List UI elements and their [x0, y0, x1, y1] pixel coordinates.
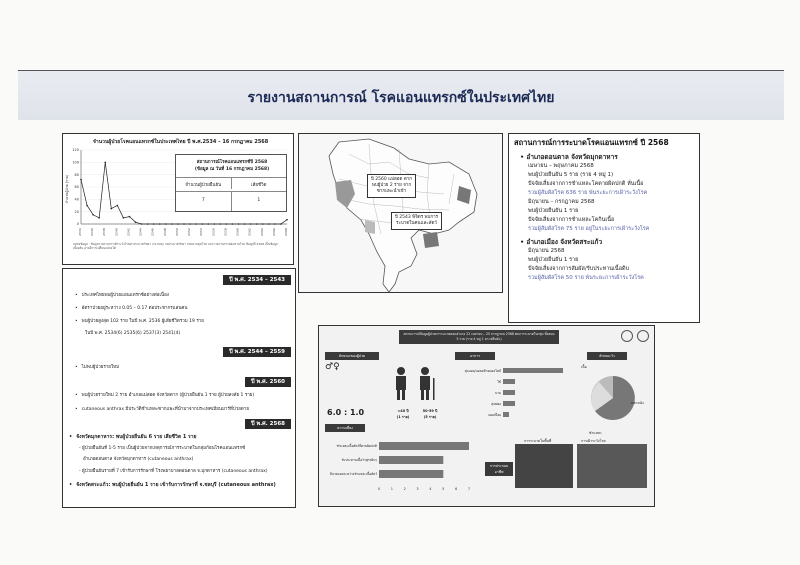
risk-axis-tick: 1: [390, 487, 393, 491]
risk-axis-tick: 4: [429, 487, 432, 491]
summary-table: [175, 154, 287, 212]
infographic-panel: [318, 325, 655, 507]
era-4-item: อำเภอดอนตาล จังหวัดมุกดาหาร (cutaneous anthrax): [83, 457, 194, 462]
risk-axis-tick: 5: [442, 487, 445, 491]
age-group-1: [391, 408, 415, 420]
symptom-bar: [503, 412, 509, 417]
y-axis-label: จำนวนผู้ป่วย (ราย): [65, 174, 69, 204]
district-1-name: อำเภอดอนตาล จังหวัดมุกดาหาร: [526, 153, 618, 161]
cases-chart-panel: [62, 133, 294, 265]
y-tick-label: 40: [74, 197, 79, 202]
pie-label-3: ชำแหละ: [589, 431, 602, 435]
d2-line: รวมผู้สัมผัสโรค 50 ราย พ้นระยะการเฝ้าระวังโรค: [528, 275, 644, 281]
val-deaths: 1: [257, 198, 261, 203]
risk-label: รับประทานเนื้อวัวสุกๆดิบๆ: [341, 458, 377, 462]
x-tick-label: 2560: [235, 228, 240, 236]
x-tick-label: 2566: [271, 228, 276, 236]
symptom-bar: [503, 368, 563, 373]
photo-caption-2: การเฝ้าระวังโรค: [581, 439, 606, 443]
symptom-bar: [503, 390, 515, 395]
risk-axis-tick: 6: [455, 487, 458, 491]
tag-patient-characteristics: ลักษณะของผู้ป่วย: [325, 352, 379, 360]
era-1-item: ในปี พ.ศ. 2534(6) 2535(6) 2537(3) 2541(4): [85, 331, 181, 336]
data-point: [159, 223, 161, 225]
district-2-name: อำเภอเมือง จังหวัดสระแก้ว: [526, 238, 603, 246]
x-tick-label: 2562: [247, 228, 252, 236]
d1-line: มิถุนายน – กรกฎาคม 2568: [528, 199, 595, 205]
x-tick-label: 2556: [211, 228, 216, 236]
history-panel: [62, 268, 296, 508]
ministry-logo-icon: [621, 330, 633, 342]
data-point: [147, 223, 149, 225]
x-tick-label: 2550: [174, 228, 179, 236]
era-1-item: • พบผู้ป่วยสูงสุด 102 ราย ในปี พ.ศ. 2536 ผู้เสียชีวิตรวม 19 ราย: [75, 319, 204, 325]
risk-axis-tick: 0: [377, 487, 381, 491]
x-tick-label: 2546: [150, 228, 155, 236]
era-4-label: ปี พ.ศ. 2568: [245, 419, 291, 429]
info-banner: สถานการณ์ข้อมูลผู้ป่วยการระบาดตอนอำเภอ 22 เมษายน – 25 กรกฎาคม 2568 พบการระบาดในกลุ่ม ทั้งหมด 5 ราย (ราย 4 หมู่ 1 ตรวจยืนยัน): [399, 330, 559, 344]
x-tick-label: 2552: [187, 228, 192, 236]
data-point: [226, 223, 228, 225]
d1-line: เมษายน – พฤษภาคม 2568: [528, 163, 594, 169]
callout-tak-line1: ปี 2560 แม่สอด ตาก: [371, 177, 413, 182]
surveillance-photo: [577, 444, 647, 488]
summary-table-title: สถานการณ์โรคแอนแทรกซ์ปี 2568: [196, 160, 268, 165]
x-tick-label: 2534: [78, 228, 82, 236]
age-group-2: [417, 408, 443, 420]
data-point: [117, 205, 119, 207]
data-point: [280, 223, 282, 225]
data-point: [86, 205, 88, 207]
d1-line: ปัจจัยเสี่ยงจากการชำแหละโคตายผิดปกติ หั่นเนื้อ: [528, 181, 644, 187]
era-3-item: • พบผู้ป่วยรายใหม่ 2 ราย อำเภอแม่สอด จังหวัดตาก (ผู้ป่วยยืนยัน 1 ราย ผู้ป่วยสงสัย 1 ราย): [75, 393, 254, 399]
data-point: [268, 223, 270, 225]
era-4-item: • จังหวัดมุกดาหาร: พบผู้ป่วยยืนยัน 6 ราย เสียชีวิต 1 ราย: [69, 434, 196, 440]
col-patients: จำนวนผู้ป่วยยืนยัน: [176, 178, 232, 189]
photo-caption-1: การระบาดในพื้นที่: [524, 439, 552, 443]
map-highlight-sakaeo: [423, 232, 439, 248]
symptom-label: ตุ่มพอง: [491, 402, 501, 406]
x-tick-label: 2536: [90, 228, 95, 236]
x-tick-label: 2544: [138, 228, 143, 236]
situation-panel: [508, 133, 700, 323]
district-2-heading: • อำเภอเมือง จังหวัดสระแก้ว: [520, 238, 603, 246]
risk-axis-tick: 2: [403, 487, 406, 491]
x-tick-label: 2538: [102, 228, 107, 236]
era-4-item: - ผู้ป่วยยืนยันที่ 1-5 ราย เป็นผู้ป่วยจากเหตุการณ์การระบาดในกลุ่มก้อนโรคแอนแทรกซ์: [79, 446, 246, 451]
data-point: [123, 217, 125, 219]
risk-bar: [379, 456, 443, 464]
era-1-label: ปี พ.ศ. 2534 – 2543: [223, 275, 291, 285]
callout-phichit-line1: ปี 2543 พิจิตร พบการ: [395, 215, 439, 220]
map-highlight-west: [365, 220, 375, 234]
data-point: [207, 223, 209, 225]
data-point: [98, 217, 100, 219]
data-point: [110, 208, 112, 210]
risk-axis-tick: 3: [416, 487, 419, 491]
data-point: [262, 223, 264, 225]
x-tick-label: 2548: [162, 228, 167, 236]
data-point: [153, 223, 155, 225]
page-title: รายงานสถานการณ์ โรคแอนแทรกซ์ในประเทศไทย: [247, 90, 555, 106]
era-2-label: ปี พ.ศ. 2544 – 2559: [223, 347, 291, 357]
d1-line: พบผู้ป่วยยืนยัน 1 ราย: [528, 208, 579, 214]
data-point: [195, 223, 197, 225]
y-tick-label: 100: [72, 160, 79, 165]
data-point: [129, 216, 131, 218]
person-elder-icon: [420, 367, 435, 400]
x-tick-label: 2568: [284, 228, 288, 236]
data-point: [256, 223, 258, 225]
d2-line: มิถุนายน 2568: [528, 248, 565, 254]
data-point: [238, 223, 240, 225]
data-point: [189, 223, 191, 225]
d2-line: พบผู้ป่วยยืนยัน 1 ราย: [528, 257, 579, 263]
data-point: [104, 162, 106, 164]
data-point: [92, 214, 94, 216]
data-point: [80, 179, 82, 181]
data-point: [250, 223, 252, 225]
val-patients: 7: [176, 192, 232, 211]
risk-bar: [379, 470, 443, 478]
chart-source-note: แหล่งข้อมูล : ข้อมูลรายงานการเฝ้าระวังโรคทางระบาดวิทยา (รง.506) กองระบาดวิทยา กรมควบคุมโรค และรายงานการสอบสวนโรค ข้อมูลปี 2568 เป็นข้อมูลเบื้องต้น อาจมีการเปลี่ยนแปลงได้: [73, 242, 278, 250]
ddc-logo-icon: [637, 330, 649, 342]
data-point: [286, 219, 288, 221]
data-point: [220, 223, 222, 225]
data-point: [201, 223, 203, 225]
x-tick-label: 2542: [126, 228, 131, 236]
age-group-2-label: 50-59 ปี: [422, 409, 438, 413]
data-point: [141, 223, 143, 225]
y-tick-label: 0: [76, 222, 79, 227]
district-1-heading: • อำเภอดอนตาล จังหวัดมุกดาหาร: [520, 153, 618, 161]
outbreak-photo: [515, 444, 573, 488]
summary-table-header-row: [176, 177, 286, 189]
symptom-bar-chart: [449, 364, 569, 424]
person-young-icon: [396, 367, 406, 400]
data-point: [213, 223, 215, 225]
d2-line: ปัจจัยเสี่ยงจากการสัมผัส/รับประทานเนื้อดิบ: [528, 266, 630, 272]
data-point: [171, 223, 173, 225]
tag-animal-type: ลักษณะวัว: [587, 352, 627, 360]
summary-table-date: (ข้อมูล ณ วันที่ 16 กรกฎาคม 2568): [194, 167, 270, 172]
age-group-1-label: <40 ปี: [397, 409, 409, 413]
situation-heading: สถานการณ์การระบาดโรคแอนแทรกซ์ ปี 2568: [514, 138, 669, 147]
thailand-map-panel: [298, 133, 503, 293]
male-female-icon: ♂♀: [325, 362, 340, 372]
y-tick-label: 60: [74, 185, 79, 190]
y-tick-label: 20: [74, 209, 79, 214]
x-tick-label: 2540: [114, 228, 119, 236]
era-1-item: • ประเทศไทยพบผู้ป่วยแอนแทรกซ์อย่างต่อเนื่อง: [75, 293, 169, 299]
callout-tak: [367, 174, 416, 198]
risk-label: ชำแหละเนื้อสัตว์ที่ตายผิดปกติ: [336, 444, 377, 448]
symptom-bar: [503, 379, 515, 384]
age-person-icons: [391, 366, 439, 406]
data-point: [244, 223, 246, 225]
x-tick-label: 2554: [199, 228, 204, 236]
era-3-item: • cutaneous anthrax มีประวัติชำแหละซากแพะที่นำมาจากประเทศเมียนมาร์ที่ป่วยตาย: [75, 407, 249, 413]
callout-tak-line2: พบผู้ป่วย 2 ราย จาก: [371, 183, 412, 188]
tag-occupation: การประกอบอาชีพ: [485, 462, 513, 476]
symptom-label: ตุ่มแผล/แผลคล้ายแผลไหม้: [464, 369, 501, 373]
pie-label-2: ถลกหนัง: [631, 401, 644, 405]
pie-label-1: เนื้อ: [581, 365, 587, 369]
age-group-1-count: (1 ราย): [396, 415, 410, 419]
summary-table-heading: [180, 159, 284, 173]
age-group-2-count: (5 ราย): [423, 415, 437, 419]
era-3-label: ปี พ.ศ. 2560: [245, 377, 291, 387]
data-point: [183, 223, 185, 225]
callout-phichit: [391, 212, 442, 230]
callout-phichit-line2: ระบาดในคนและสัตว์: [396, 221, 437, 226]
symptom-bar: [503, 401, 515, 406]
d1-line: พบผู้ป่วยยืนยัน 5 ราย (ราย 4 หมู่ 1): [528, 172, 614, 178]
symptom-label: แผลเปื่อย: [488, 413, 501, 417]
risk-bar-chart: [321, 438, 481, 504]
x-tick-label: 2564: [259, 228, 264, 236]
y-tick-label: 120: [72, 148, 79, 153]
x-tick-label: 2558: [223, 228, 228, 236]
symptom-label: ไข้: [497, 380, 501, 384]
era-4-item: - ผู้ป่วยยืนยันรายที่ 7 เข้ารับการรักษาที่ โรงพยาบาลดอนตาล จ.มุกดาหาร (cutaneous anthrax): [79, 469, 268, 474]
callout-tak-line3: ซากแพะนำเข้า: [376, 189, 407, 194]
data-point: [177, 223, 179, 225]
d1-line: ปัจจัยเสี่ยงจากการชำแหละโคกินเนื้อ: [528, 217, 615, 223]
y-tick-label: 80: [74, 172, 79, 177]
chart-title: จำนวนผู้ป่วยโรคแอนแทรกซ์ในประเทศไทย ปี พ.ศ.2534 – 16 กรกฎาคม 2568: [93, 139, 269, 145]
data-point: [232, 223, 234, 225]
era-4-item: • จังหวัดสระแก้ว: พบผู้ป่วยยืนยัน 1 ราย เข้ารับการรักษาที่ จ.ชลบุรี (cutaneous anthrax): [69, 482, 276, 488]
data-point: [165, 223, 167, 225]
risk-bar: [379, 442, 469, 450]
title-band: [18, 70, 784, 120]
era-1-item: • อัตราป่วยอยู่ระหว่าง 0.05 – 0.17 ต่อประชากรแสนคน: [75, 306, 188, 312]
era-2-item: • ไม่พบผู้ป่วยรายใหม่: [75, 365, 119, 371]
sex-ratio: 6.0 : 1.0: [327, 408, 365, 417]
data-point: [274, 223, 276, 225]
symptom-label: บวม: [495, 391, 501, 395]
risk-label: มีบาดแผลระหว่างชำแหละเนื้อสัตว์: [329, 472, 377, 476]
risk-axis-tick: 7: [467, 487, 471, 491]
summary-table-value-row: [176, 191, 286, 211]
tag-symptoms: อาการ: [455, 352, 495, 360]
d1-line: รวมผู้สัมผัสโรค 75 ราย อยู่ในระยะการเฝ้าระวังโรค: [528, 226, 650, 232]
col-deaths: เสียชีวิต: [251, 183, 267, 188]
tag-risk: ความเสี่ยง: [325, 424, 365, 432]
data-point: [135, 221, 137, 223]
d1-line: รวมผู้สัมผัสโรค 636 ราย พ้นระยะการเฝ้าระวังโรค: [528, 190, 648, 196]
